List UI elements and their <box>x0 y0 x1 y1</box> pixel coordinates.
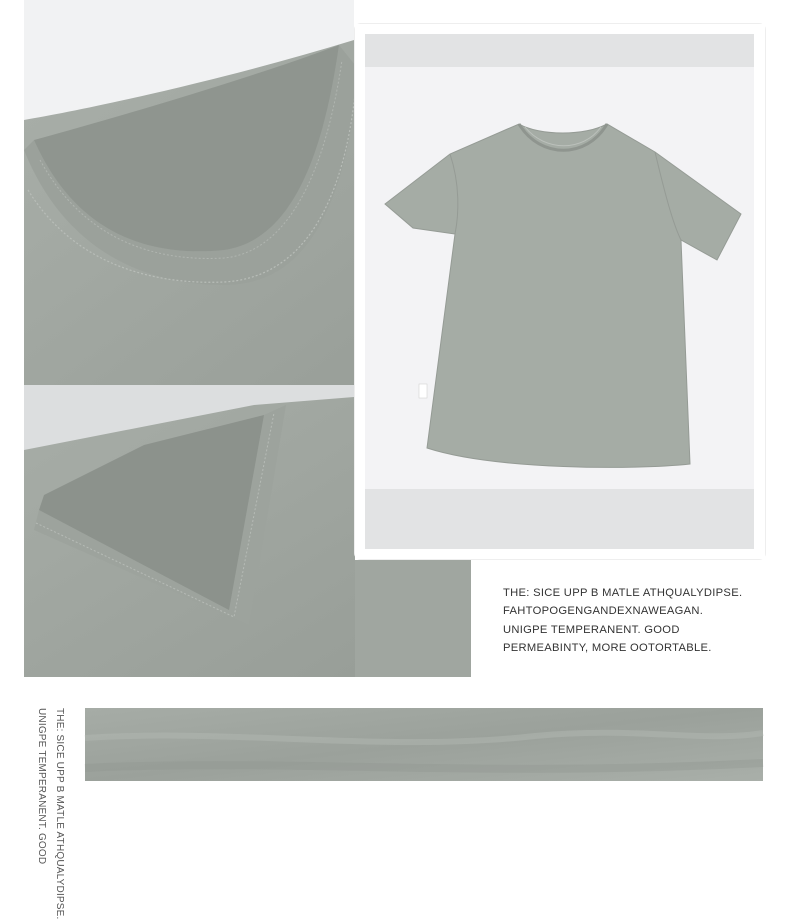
description-line: FAHTOPOGENGANDEXNAWEAGAN. <box>503 605 704 618</box>
tshirt-product-photo <box>355 24 765 559</box>
description-line: THE: SICE UPP B MATLE ATHQUALYDIPSE. <box>503 587 743 599</box>
description-line: UNIGPE TEMPERANENT. GOOD <box>503 623 680 636</box>
description-line: PERMEABINTY, MORE OOTORTABLE. <box>503 641 712 654</box>
product-description <box>503 584 763 657</box>
fabric-texture-image <box>85 708 763 781</box>
vertical-caption-line: THE: SICE UPP B MATLE ATHQUALYDIPSE. <box>54 708 65 920</box>
vertical-caption <box>34 708 74 920</box>
vertical-caption-line: UNIGPE TEMPERANENT. GOOD <box>36 708 47 865</box>
